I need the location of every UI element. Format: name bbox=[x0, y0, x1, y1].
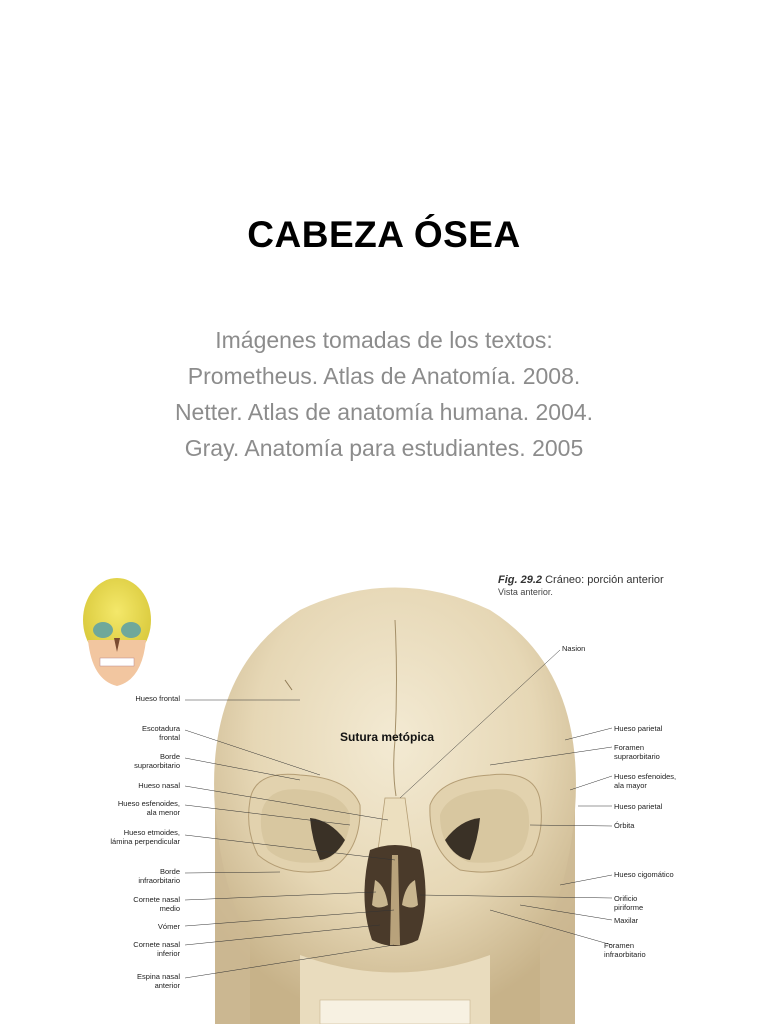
suture-label: Sutura metópica bbox=[340, 730, 435, 744]
figure-caption-text: Cráneo: porción anterior bbox=[545, 574, 664, 586]
main-skull bbox=[214, 588, 576, 1024]
label-escotadura-frontal: Escotadura frontal bbox=[142, 724, 180, 742]
label-hueso-nasal: Hueso nasal bbox=[138, 781, 180, 790]
slide-subtitle bbox=[0, 322, 768, 466]
subtitle-line: Imágenes tomadas de los textos: bbox=[215, 327, 553, 353]
figure-caption bbox=[498, 574, 664, 598]
label-hueso-parietal-2: Hueso parietal bbox=[614, 802, 663, 811]
subtitle-line: Netter. Atlas de anatomía humana. 2004. bbox=[174, 399, 594, 425]
label-hueso-parietal-1: Hueso parietal bbox=[614, 724, 663, 733]
label-orbita: Órbita bbox=[614, 821, 635, 830]
label-borde-infraorbitario: Borde infraorbitario bbox=[138, 867, 180, 885]
slide-title: CABEZA ÓSEA bbox=[247, 214, 521, 255]
figure-number: Fig. 29.2 bbox=[498, 574, 543, 586]
label-hueso-frontal: Hueso frontal bbox=[135, 694, 180, 703]
thumbnail-skull bbox=[83, 578, 151, 686]
label-esfenoides-ala-mayor: Hueso esfenoides, ala mayor bbox=[614, 772, 677, 790]
label-esfenoides-ala-menor: Hueso esfenoides, ala menor bbox=[117, 799, 180, 817]
label-cornete-medio: Cornete nasal medio bbox=[133, 895, 180, 913]
label-cornete-inferior: Cornete nasal inferior bbox=[133, 940, 180, 958]
label-maxilar: Maxilar bbox=[614, 916, 639, 925]
label-foramen-infraorbitario: Foramen infraorbitario bbox=[604, 941, 646, 959]
label-etmoides-lamina: Hueso etmoides, lámina perpendicular bbox=[110, 828, 180, 846]
subtitle-line: Prometheus. Atlas de Anatomía. 2008. bbox=[187, 363, 581, 389]
label-hueso-cigomatico: Hueso cigomático bbox=[614, 870, 674, 879]
label-nasion: Nasion bbox=[562, 644, 586, 653]
label-orificio-piriforme: Orificio piriforme bbox=[614, 894, 644, 912]
label-espina-nasal: Espina nasal anterior bbox=[137, 972, 180, 990]
figure-view: Vista anterior. bbox=[498, 587, 553, 597]
subtitle-line: Gray. Anatomía para estudiantes. 2005 bbox=[184, 435, 584, 461]
skull-figure bbox=[0, 560, 768, 1024]
label-foramen-supraorbitario: Foramen supraorbitario bbox=[614, 743, 660, 761]
label-vomer: Vómer bbox=[157, 922, 180, 931]
label-borde-supraorbitario: Borde supraorbitario bbox=[134, 752, 180, 770]
